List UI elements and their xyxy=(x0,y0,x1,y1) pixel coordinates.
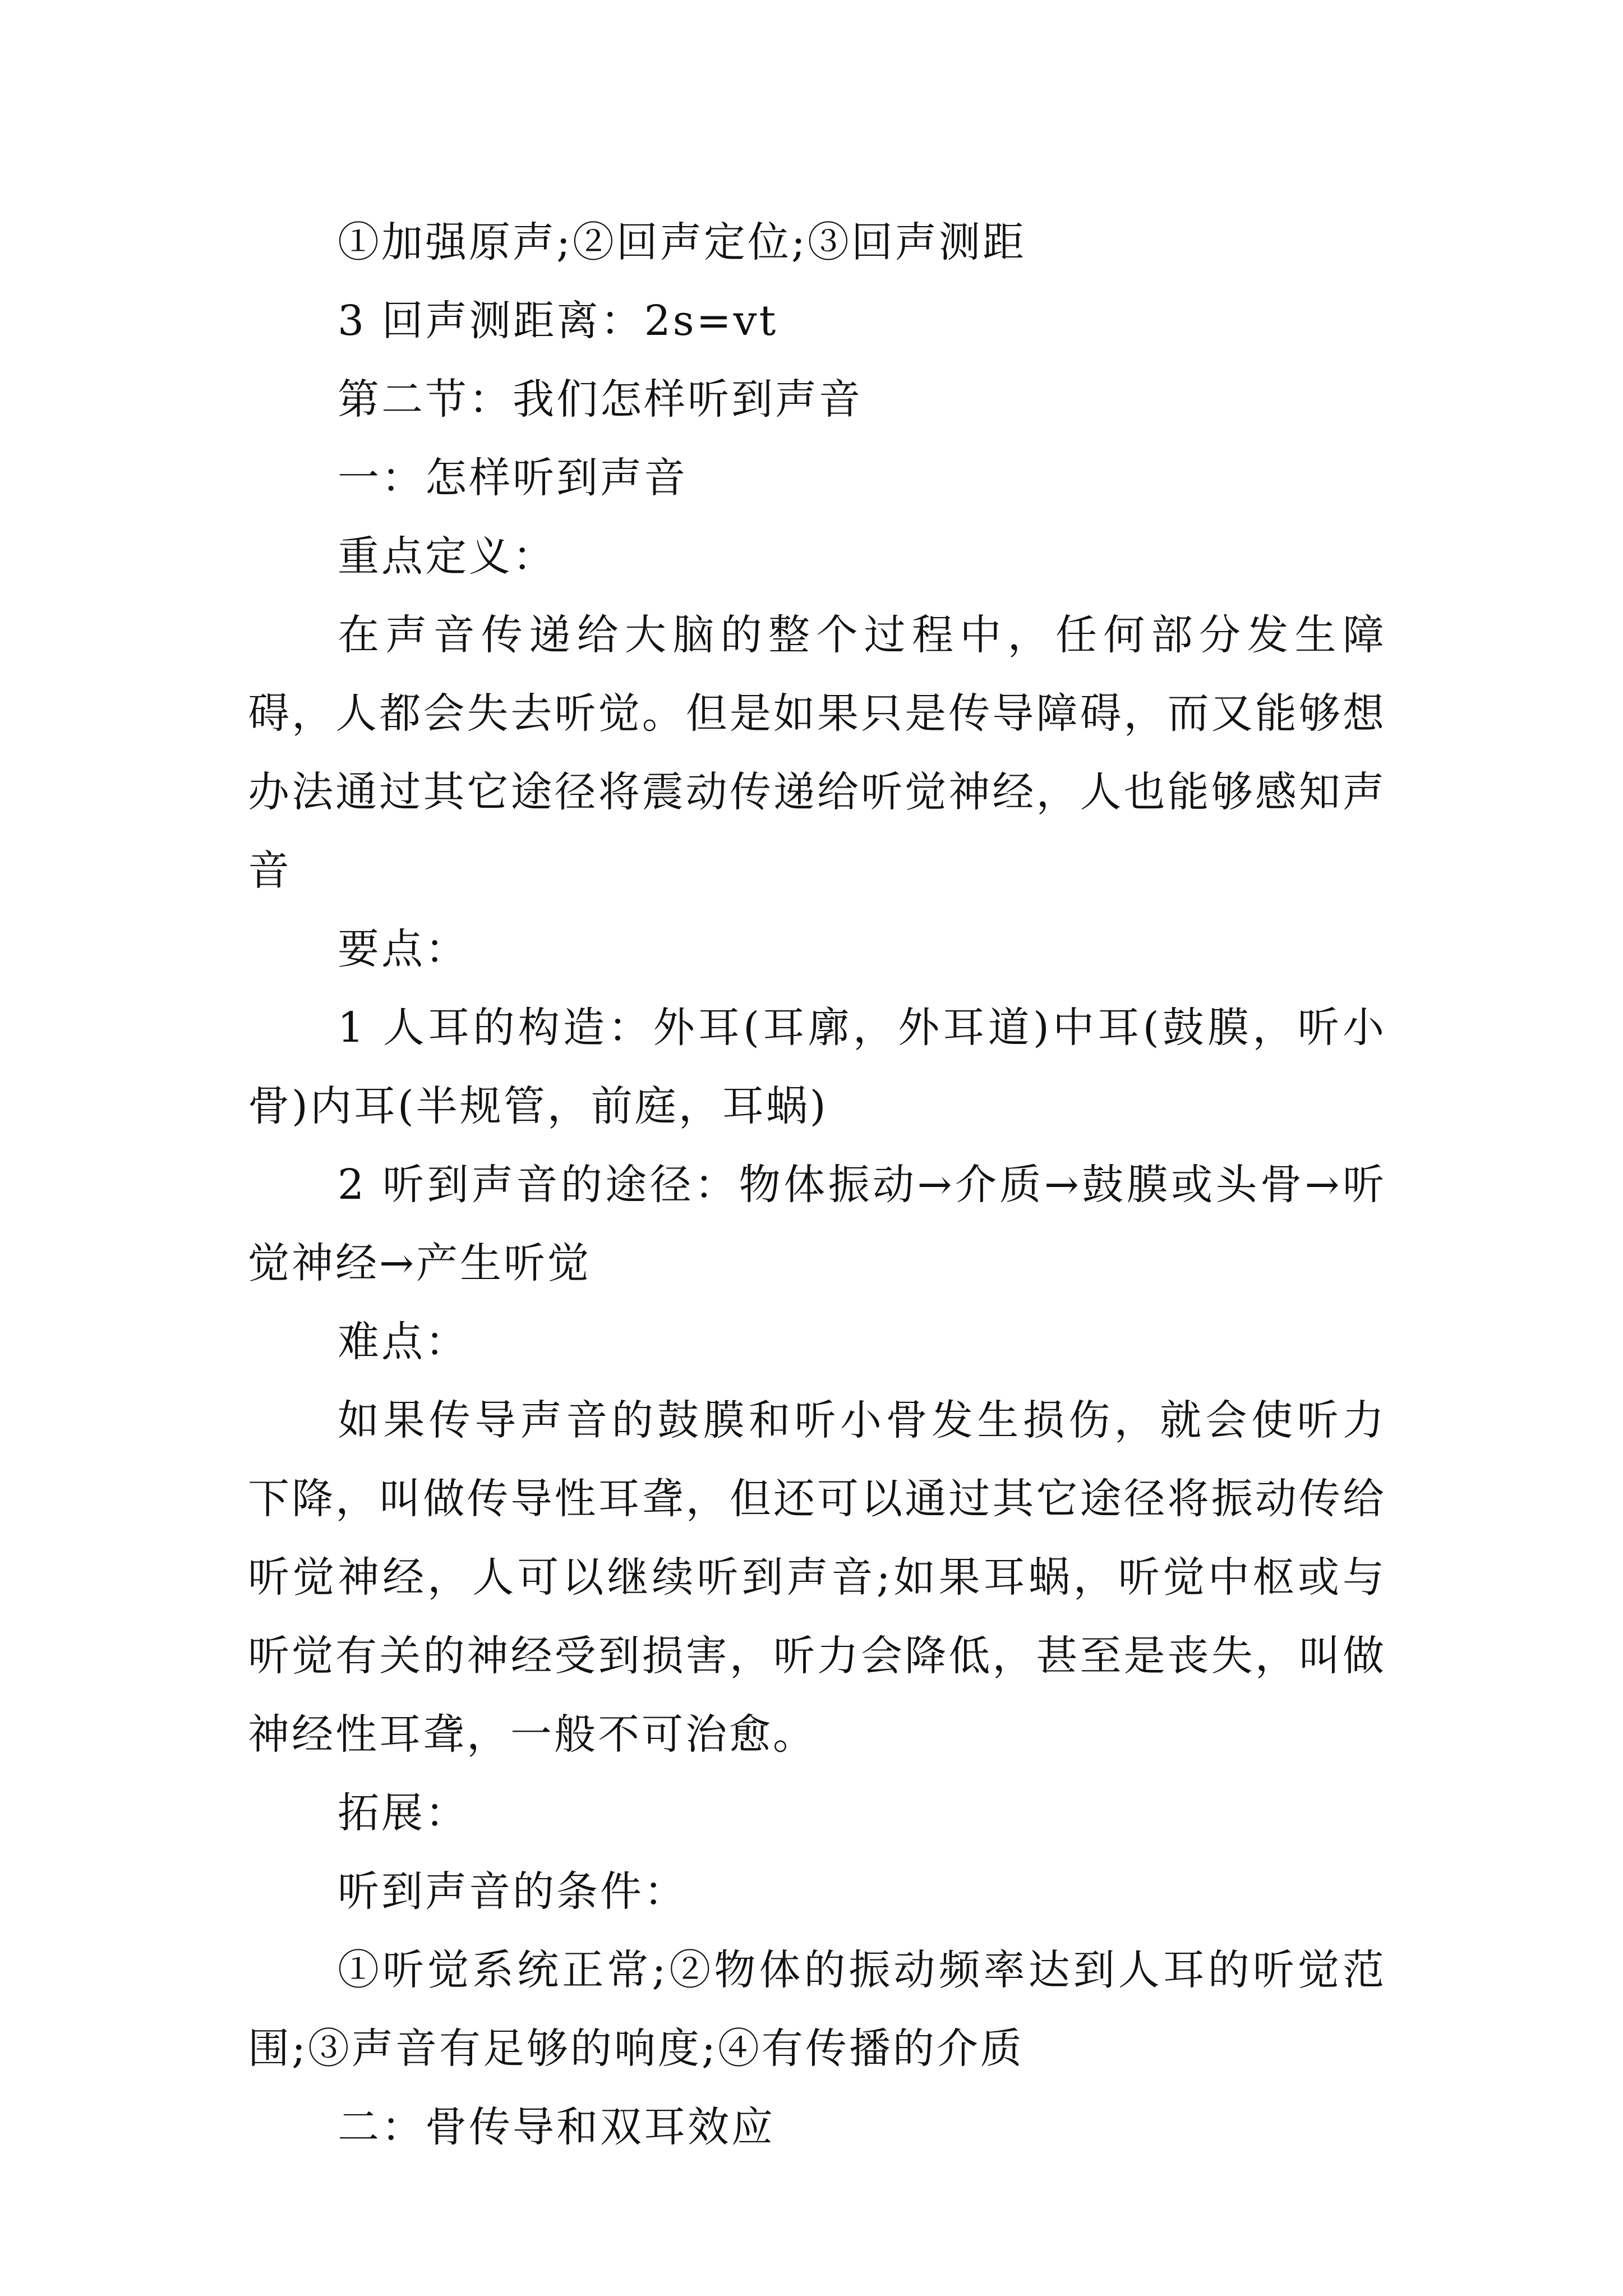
subsection-heading-2: 二：骨传导和双耳效应 xyxy=(338,2103,775,2151)
subsection-heading: 一：怎样听到声音 xyxy=(338,454,688,502)
paragraph-hearing-conditions: ①听觉系统正常;②物体的振动频率达到人耳的听觉范围;③声音有足够的响度;④有传播的介质 xyxy=(248,1946,1386,2073)
key-definition-label: 重点定义： xyxy=(338,532,556,581)
paragraph-ear-structure: 1 人耳的构造：外耳(耳廓，外耳道)中耳(鼓膜，听小骨)内耳(半规管，前庭，耳蜗) xyxy=(248,1004,1386,1130)
document-body xyxy=(248,203,1386,2166)
section-heading: 第二节：我们怎样听到声音 xyxy=(338,375,863,424)
extension-label: 拓展： xyxy=(338,1789,469,1837)
paragraph-hearing-path: 2 听到声音的途径：物体振动→介质→鼓膜或头骨→听觉神经→产生听觉 xyxy=(248,1161,1386,1287)
hearing-conditions-label: 听到声音的条件： xyxy=(338,1867,688,1916)
paragraph-echo-uses: ①加强原声;②回声定位;③回声测距 xyxy=(338,218,1026,266)
difficulty-label: 难点： xyxy=(338,1318,469,1366)
paragraph-deafness: 如果传导声音的鼓膜和听小骨发生损伤，就会使听力下降，叫做传导性耳聋，但还可以通过其它途径将振动传给听觉神经，人可以继续听到声音;如果耳蜗，听觉中枢或与听觉有关的神经受到损害，听力会降低，甚至是丧失，叫做神经性耳聋，一般不可治愈。 xyxy=(248,1396,1386,1759)
paragraph-definition: 在声音传递给大脑的整个过程中，任何部分发生障碍，人都会失去听觉。但是如果只是传导障碍，而又能够想办法通过其它途径将震动传递给听觉神经，人也能够感知声音 xyxy=(248,611,1386,895)
paragraph-echo-distance: 3 回声测距离：2s=vt xyxy=(338,297,778,345)
key-points-label: 要点： xyxy=(338,925,469,973)
